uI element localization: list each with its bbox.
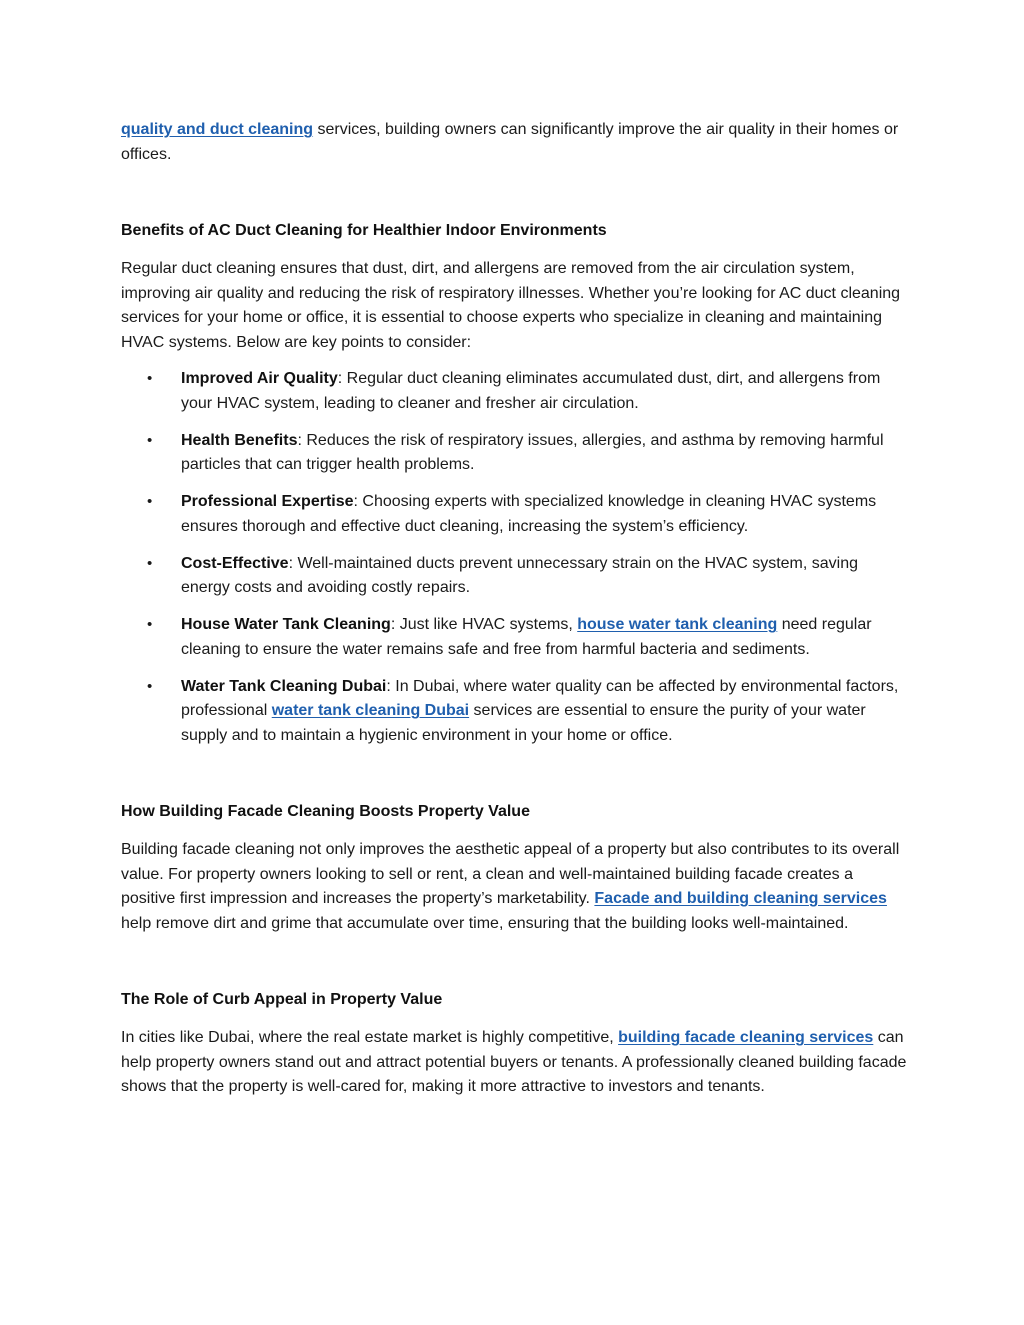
list-item [121,675,911,749]
list-item-text: need regular cleaning to ensure the water remains safe and free from harmful bacteria and sediments. [181,616,872,658]
duct-cleaning-link[interactable]: quality and duct cleaning [121,121,314,138]
list-item [121,613,911,662]
bullet-icon: • [147,616,153,633]
intro-paragraph [121,118,911,167]
list-item-text: : Regular duct cleaning eliminates accumulated dust, dirt, and allergens from your HVAC system, leading to cleaner and fresher air circulation. [181,370,881,412]
bullet-icon: • [147,493,153,510]
list-item-text: : In Dubai, where water quality can be affected by environmental factors, professional [181,677,899,719]
bullet-icon: • [147,554,153,572]
curb-text: can help property owners stand out and attract potential buyers or tenants. A professionally cleaned building facade shows that the property is well-cared for, making it more attractive to investors and tenants. [121,1029,907,1095]
facade-paragraph [121,838,911,936]
facade-text: help remove dirt and grime that accumulate over time, ensuring that the building looks well-maintained. [121,914,849,932]
building-facade-link[interactable]: building facade cleaning services [618,1029,874,1046]
list-item-term: Professional Expertise [181,493,354,510]
list-item-term: House Water Tank Cleaning [181,616,391,633]
list-item [121,552,911,601]
bullet-icon: • [147,431,153,449]
bullet-icon: • [147,677,153,695]
bullet-icon: • [147,370,153,387]
curb-appeal-paragraph [121,1026,911,1100]
list-item-text: : Reduces the risk of respiratory issues, allergies, and asthma by removing harmful particles that can trigger health problems. [181,431,884,473]
water-tank-dubai-link[interactable]: water tank cleaning Dubai [271,702,470,719]
document-page [121,118,911,1100]
list-item-term: Health Benefits [181,431,298,449]
list-item-term: Improved Air Quality [181,370,338,387]
list-item-term: Water Tank Cleaning Dubai [181,677,387,695]
list-item-text: : Choosing experts with specialized knowledge in cleaning HVAC systems ensures thorough and effective duct cleaning, increasing the system’s efficiency. [181,493,877,535]
list-item [121,429,911,478]
list-item-text: : Well-maintained ducts prevent unnecessary strain on the HVAC system, saving energy costs and avoiding costly repairs. [181,554,859,596]
curb-text: In cities like Dubai, where the real estate market is highly competitive, [121,1029,619,1046]
intro-text: services, building owners can significantly improve the air quality in their homes or offices. [121,121,899,163]
benefits-paragraph: Regular duct cleaning ensures that dust, dirt, and allergens are removed from the air circulation system, improving air quality and reducing the risk of respiratory illnesses. Whether you’re looking for AC duct cleaning services for your home or office, it is essential to choose experts who specialize in cleaning and maintaining HVAC systems. Below are key points to consider: [121,260,901,351]
list-item [121,490,911,539]
facade-text: Building facade cleaning not only improves the aesthetic appeal of a property but also contributes to its overall value. For property owners looking to sell or rent, a clean and well-maintained building facade creates a positive first impression and increases the property’s marketability. [121,841,900,907]
list-item [121,367,911,416]
list-item-text: : Just like HVAC systems, [390,616,578,633]
list-item-text: services are essential to ensure the purity of your water supply and to maintain a hygienic environment in your home or office. [181,702,866,744]
section-heading-curb-appeal: The Role of Curb Appeal in Property Value [121,991,443,1008]
section-heading-facade: How Building Facade Cleaning Boosts Property Value [121,803,530,820]
section-heading-benefits: Benefits of AC Duct Cleaning for Healthier Indoor Environments [121,222,607,239]
benefits-list [121,367,911,748]
facade-services-link[interactable]: Facade and building cleaning services [594,890,887,907]
list-item-term: Cost-Effective [181,554,289,572]
house-water-tank-link[interactable]: house water tank cleaning [577,616,778,633]
